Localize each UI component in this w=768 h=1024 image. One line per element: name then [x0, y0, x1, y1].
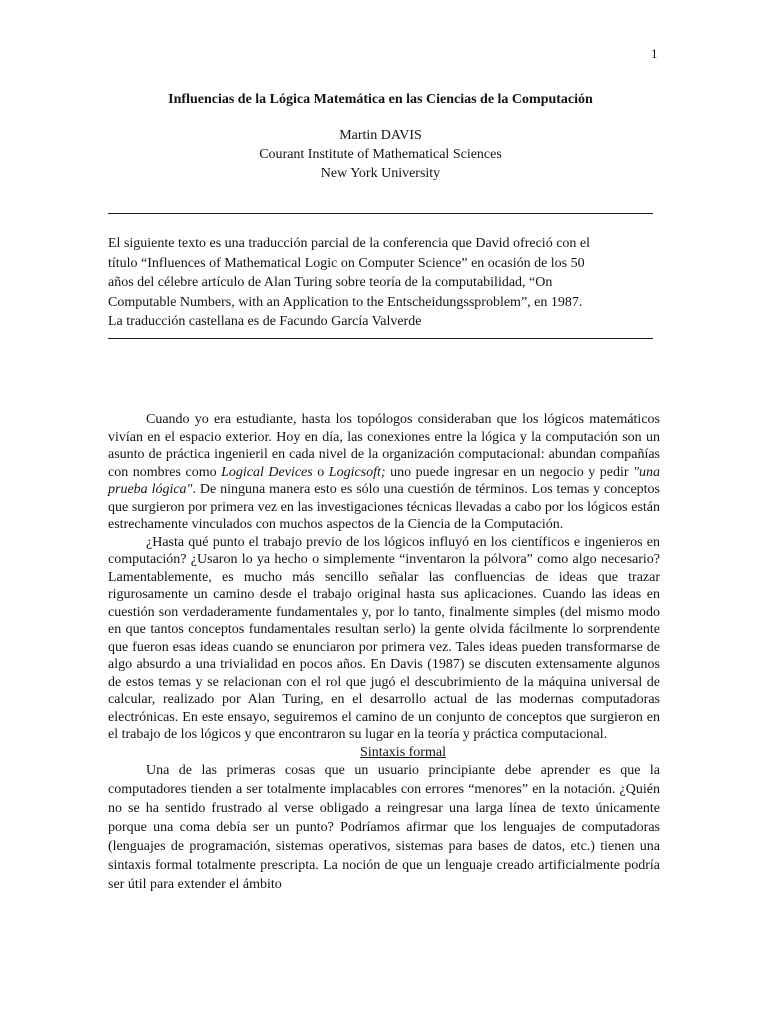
- paragraph-3: Una de las primeras cosas que un usuario principiante debe aprender es que la computadores tienden a ser totalmente implacables con errores “menores” en la notación. ¿Quién no se ha sentido frustrado al verse obligado a reingresar una larga línea de texto únicamente porque una coma debía ser un punto? Podríamos afirmar que los lenguajes de computadoras (lenguajes de programación, sistemas operativos, sistemas para bases de datos, etc.) tienen una sintaxis formal totalmente prescripta. La noción de que un lenguaje creado artificialmente podría ser útil para extender el ámbito: [108, 763, 660, 892]
- page-number: 1: [651, 46, 658, 61]
- note-line: Computable Numbers, with an Application to the Entscheidungssproblem”, en 1987.: [108, 294, 583, 310]
- translator-note: [108, 234, 653, 332]
- note-line: años del célebre artículo de Alan Turing sobre teoría de la computabilidad, “On: [108, 275, 553, 290]
- author-university: New York University: [320, 166, 441, 181]
- text-run: o: [312, 464, 329, 480]
- author-name: Martin DAVIS: [339, 128, 422, 143]
- italic-company-name: Logicsoft;: [328, 464, 386, 480]
- author-block: [108, 126, 653, 183]
- section-heading: Sintaxis formal: [360, 744, 446, 760]
- text-run: uno puede ingresar en un negocio y pedir: [385, 464, 634, 480]
- document-title: Influencias de la Lógica Matemática en las Ciencias de la Computación: [168, 92, 593, 107]
- italic-quote: "una prueba lógica": [108, 464, 660, 497]
- note-line: La traducción castellana es de Facundo García Valverde: [108, 314, 422, 329]
- paragraph-2: ¿Hasta qué punto el trabajo previo de los lógicos influyó en los científicos e ingenieros en computación? ¿Usaron lo ya hecho o simplemente “inventaron la pólvora” como algo necesario? Lamentablemente, es mucho más sencillo señalar las confluencias de ideas que trazar rigurosamente un camino desde el trabajo original hasta sus aplicaciones. Cuando las ideas en cuestión son verdaderamente fundamentales y, por lo tanto, finalmente simples (del mismo modo en que tantos conceptos fundamentales resultan serlo) la gente olvida fácilmente lo sorprendente que fueron esas ideas cuando se enunciaron por primera vez. Tales ideas pueden transformarse de algo absurdo a una trivialidad en pocos años. En Davis (1987) se discuten extensamente algunos de estos temas y se relacionan con el rol que jugó el descubrimiento de la máquina universal de calcular, realizado por Alan Turing, en el desarrollo actual de las modernas computadoras electrónicas. En este ensayo, seguiremos el camino de un conjunto de conceptos que surgieron en el trabajo de los lógicos y que encontraron su lugar en la teoría y práctica computacional.: [108, 534, 660, 742]
- note-line: título “Influences of Mathematical Logic on Computer Science” en ocasión de los 50: [108, 255, 585, 271]
- top-divider: [108, 213, 653, 214]
- paragraph-1: [108, 411, 660, 534]
- bottom-divider: [108, 338, 653, 339]
- body-text: [108, 411, 660, 894]
- author-institute: Courant Institute of Mathematical Sciences: [259, 147, 502, 162]
- italic-company-name: Logical Devices: [221, 464, 313, 480]
- text-run: Cuando yo era estudiante, hasta los topólogos consideraban que los lógicos matemáticos vivían en el espacio exterior. Hoy en día, las conexiones entre la lógica y la computación son un asunto de práctica ingenieril en cada nivel de la organización computacional: abundan compañías con nombres como: [108, 412, 660, 480]
- text-run: . De ninguna manera esto es sólo una cuestión de términos. Los temas y conceptos que surgieron por primera vez en las investigaciones técnicas llevadas a cabo por los lógicos están estrechamente vinculados con muchos aspectos de la Ciencia de la Computación.: [108, 482, 660, 532]
- note-line: El siguiente texto es una traducción parcial de la conferencia que David ofreció con el: [108, 236, 591, 251]
